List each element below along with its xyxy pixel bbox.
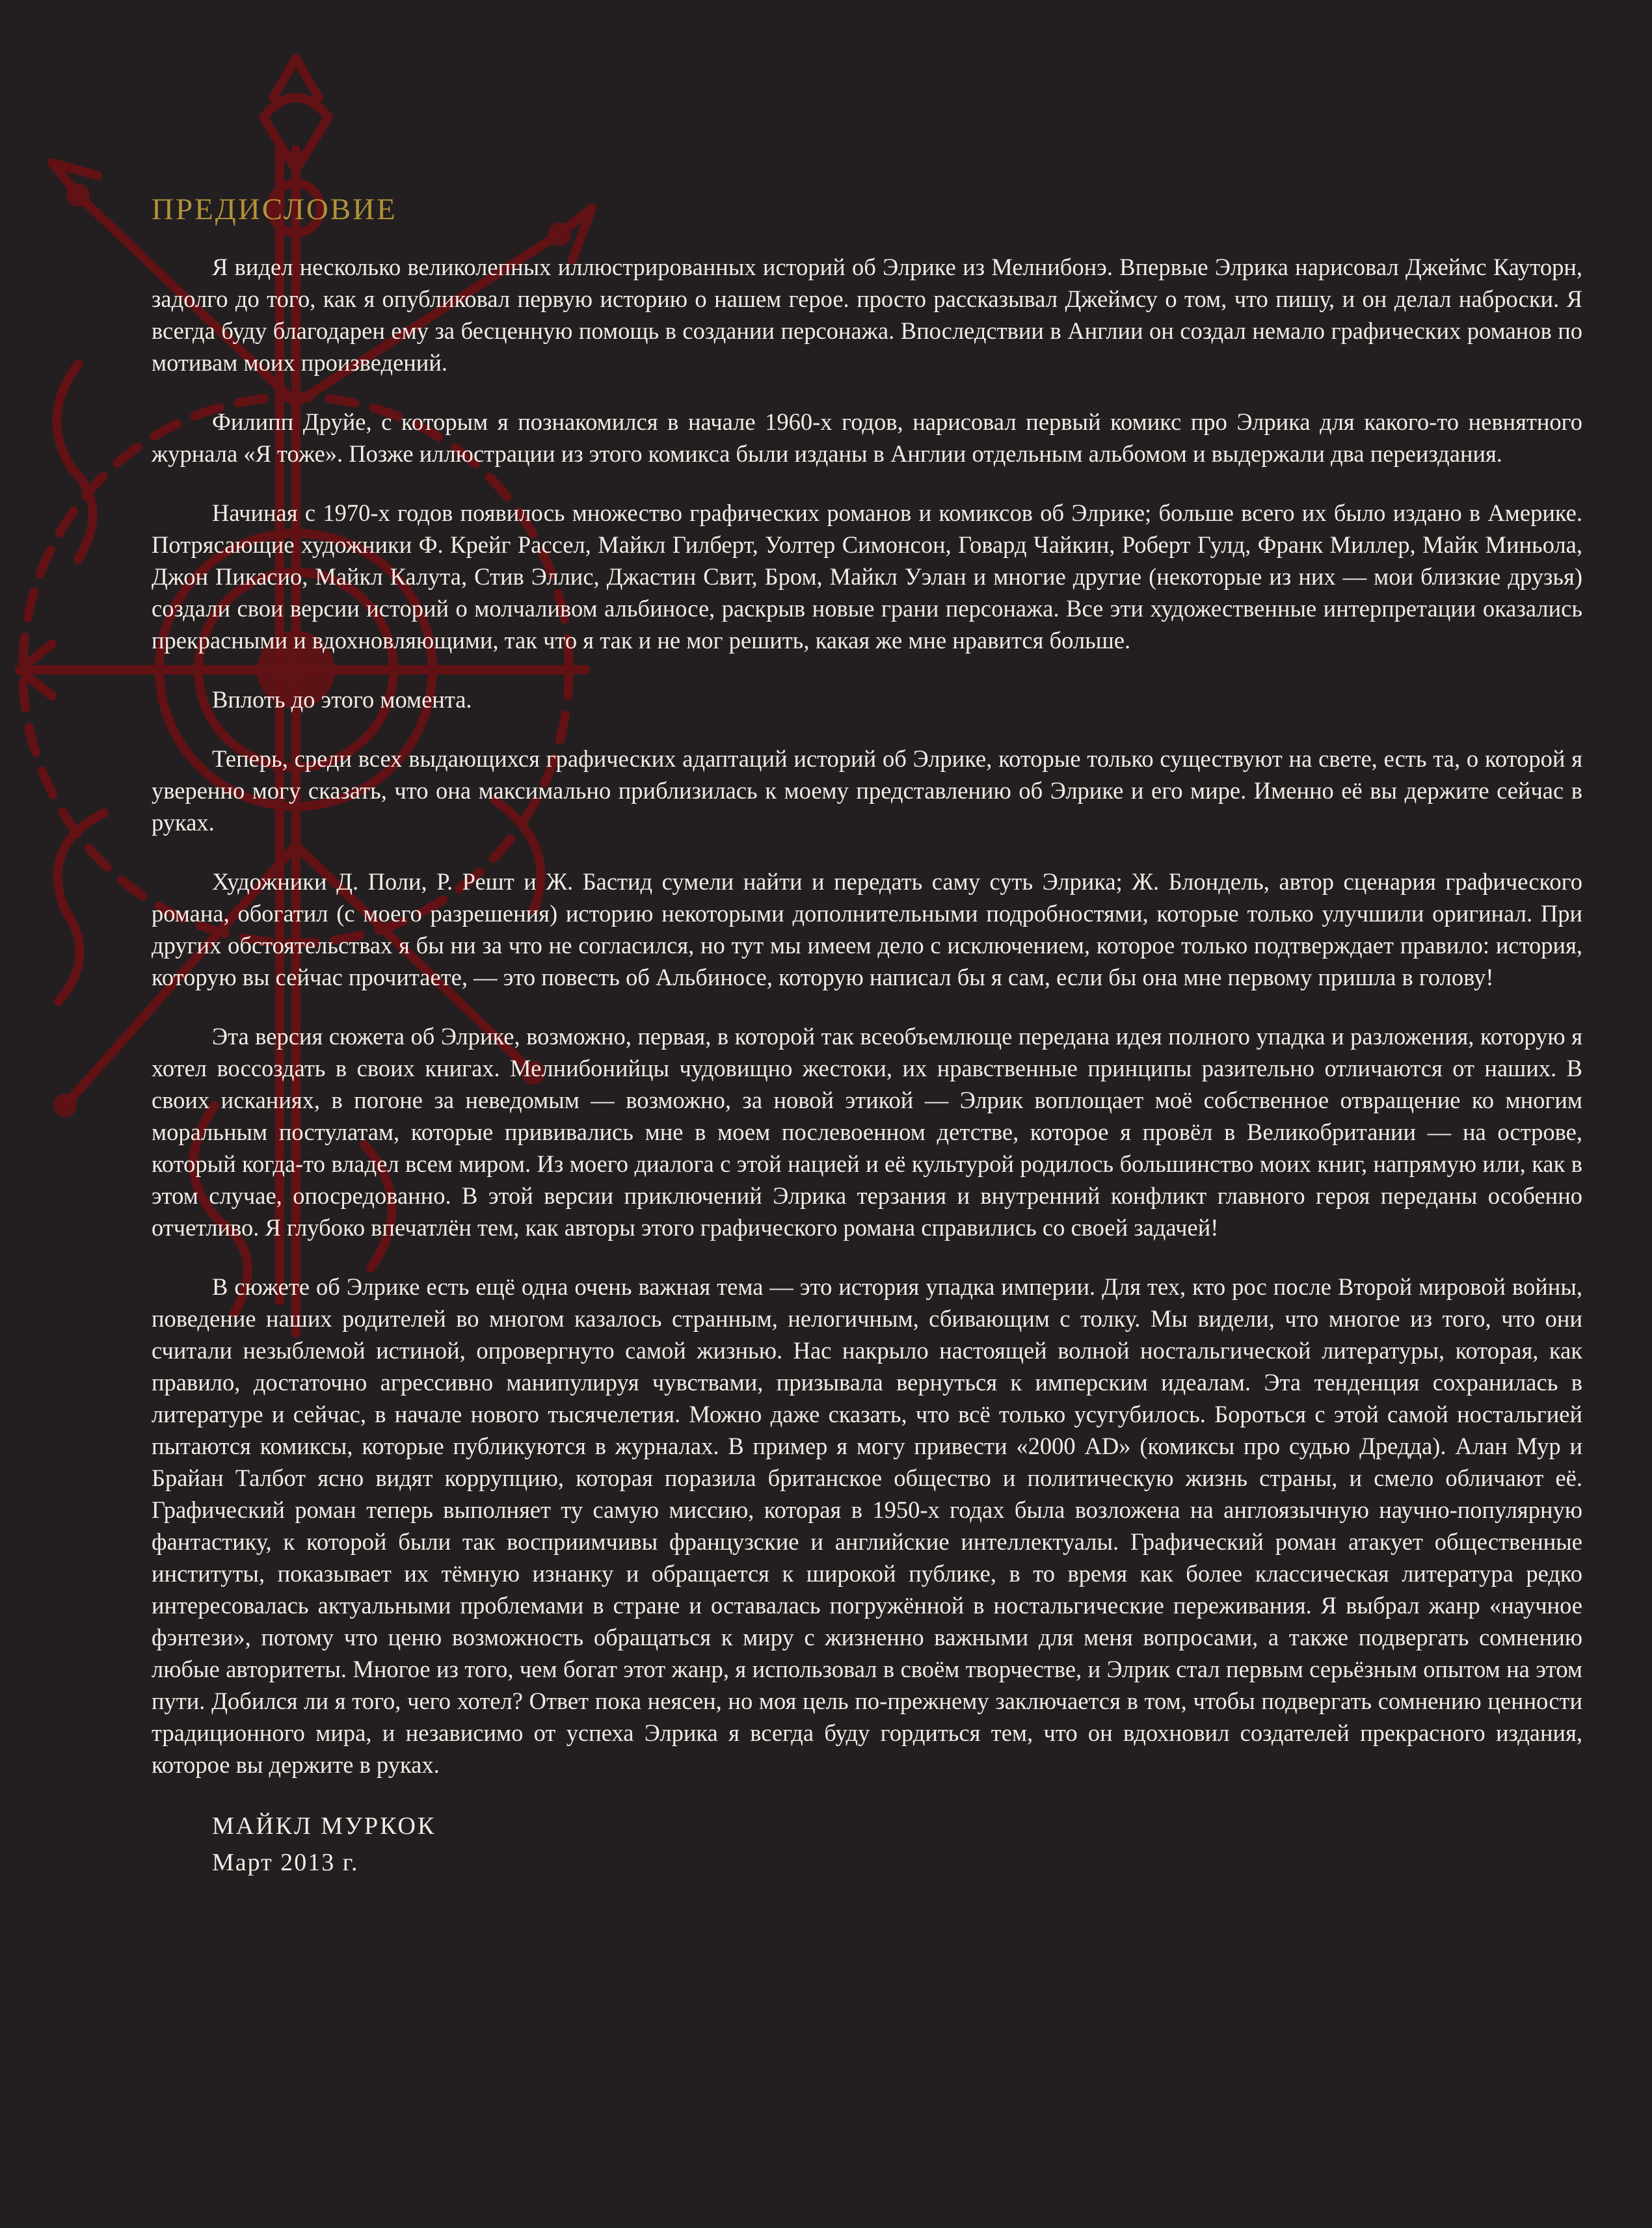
paragraph: В сюжете об Элрике есть ещё одна очень важная тема — это история упадка империи. Для тех, кто рос после Второй мировой войны, поведение наших родителей во многом казалось странным, нелогичным, сбивающим с толку. Мы видели, что многое из того, что они считали незыблемой истиной, опровергнуто самой жизнью. Нас накрыло настоящей волной ностальгической литературы, которая, как правило, достаточно агрессивно манипулируя чувствами, призывала вернуться к имперским идеалам. Эта тенденция сохранилась в литературе и сейчас, в начале нового тысячелетия. Можно даже сказать, что всё только усугубилось. Бороться с этой самой ностальгией пытаются комиксы, которые публикуются в журналах. В пример я могу привести «2000 AD» (комиксы про судью Дредда). Алан Мур и Брайан Талбот ясно видят коррупцию, которая поразила британское общество и политическую жизнь страны, и смело обличают её. Графический роман теперь выполняет ту самую миссию, которая в 1950-х годах была возложена на англоязычную научно-популярную фантастику, к которой были так восприимчивы французские и английские интеллектуалы. Графический роман атакует общественные институты, показывает их тёмную изнанку и обращается к широкой публике, в то время как более классическая литература редко интересовалась актуальными проблемами в стране и оставалась погружённой в ностальгические переживания. Я выбрал жанр «научное фэнтези», потому что ценю возможность обращаться к миру с жизненно важными для меня вопросами, а также подвергать сомнению любые авторитеты. Многое из того, чем богат этот жанр, я использовал в своём творчестве, и Элрик стал первым серьёзным опытом на этом пути. Добился ли я того, чего хотел? Ответ пока неясен, но моя цель по-прежнему заключается в том, чтобы подвергать сомнению ценности традиционного мира, и независимо от успеха Элрика я всегда буду гордиться тем, что он вдохновил создателей прекрасного издания, которое вы держите в руках. (152, 1273, 1582, 1778)
author-name: МАЙКЛ МУРКОК (212, 1812, 436, 1840)
signature-block (212, 1808, 1582, 1881)
paragraph: Теперь, среди всех выдающихся графических адаптаций историй об Элрике, которые только существуют на свете, есть та, о которой я уверенно могу сказать, что она максимально приблизилась к моему представлению об Элрике и его мире. Именно её вы держите сейчас в руках. (152, 745, 1582, 836)
paragraph: Художники Д. Поли, Р. Решт и Ж. Бастид сумели найти и передать саму суть Элрика; Ж. Блондель, автор сценария графического романа, обогатил (с моего разрешения) историю некоторыми дополнительными подробностями, которые только улучшили оригинал. При других обстоятельствах я бы ни за что не согласился, но тут мы имеем дело с исключением, которое только подтверждает правило: история, которую вы сейчас прочитаете, — это повесть об Альбиносе, которую написал бы я сам, если бы она мне первому пришла в голову! (152, 868, 1582, 990)
paragraph: Вплоть до этого момента. (212, 686, 472, 713)
signature-date: Март 2013 г. (212, 1849, 359, 1876)
preface-content (152, 190, 1582, 1881)
paragraph: Я видел несколько великолепных иллюстрированных историй об Элрике из Мелнибонэ. Впервые Элрика нарисовал Джеймс Кауторн, задолго до того, как я опубликовал первую историю о нашем герое. просто рассказывал Джеймсу о том, что пишу, и он делал наброски. Я всегда буду благодарен ему за бесценную помощь в создании персонажа. Впоследствии в Англии он создал немало графических романов по мотивам моих произведений. (152, 254, 1582, 376)
paragraph: Эта версия сюжета об Элрике, возможно, первая, в которой так всеобъемлюще передана идея полного упадка и разложения, которую я хотел воссоздать в своих книгах. Мелнибонийцы чудовищно жестоки, их нравственные принципы разительно отличаются от наших. В своих исканиях, в погоне за неведомым — возможно, за новой этикой — Элрик воплощает моё собственное отвращение ко многим моральным постулатам, которые прививались мне в моем послевоенном детстве, которое я провёл в Великобритании — на острове, который когда-то владел всем миром. Из моего диалога с этой нацией и её культурой родилось большинство моих книг, напрямую или, как в этом случае, опосредованно. В этой версии приключений Элрика терзания и внутренний конфликт главного героя переданы особенно отчетливо. Я глубоко впечатлён тем, как авторы этого графического романа справились со своей задачей! (152, 1023, 1582, 1241)
paragraph: Начиная с 1970-х годов появилось множество графических романов и комиксов об Элрике; больше всего их было издано в Америке. Потрясающие художники Ф. Крейг Рассел, Майкл Гилберт, Уолтер Симонсон, Говард Чайкин, Роберт Гулд, Франк Миллер, Майк Миньола, Джон Пикасио, Майкл Калута, Стив Эллис, Джастин Свит, Бром, Майкл Уэлан и многие другие (некоторые из них — мои близкие друзья) создали свои версии историй о молчаливом альбиносе, раскрыв новые грани персонажа. Все эти художественные интерпретации оказались прекрасными и вдохновляющими, так что я так и не мог решить, какая же мне нравится больше. (152, 499, 1582, 654)
paragraph: Филипп Друйе, с которым я познакомился в начале 1960-х годов, нарисовал первый комикс про Элрика для какого-то невнятного журнала «Я тоже». Позже иллюстрации из этого комикса были изданы в Англии отдельным альбомом и выдержали два переиздания. (152, 408, 1582, 467)
page-title: ПРЕДИСЛОВИЕ (152, 192, 397, 226)
